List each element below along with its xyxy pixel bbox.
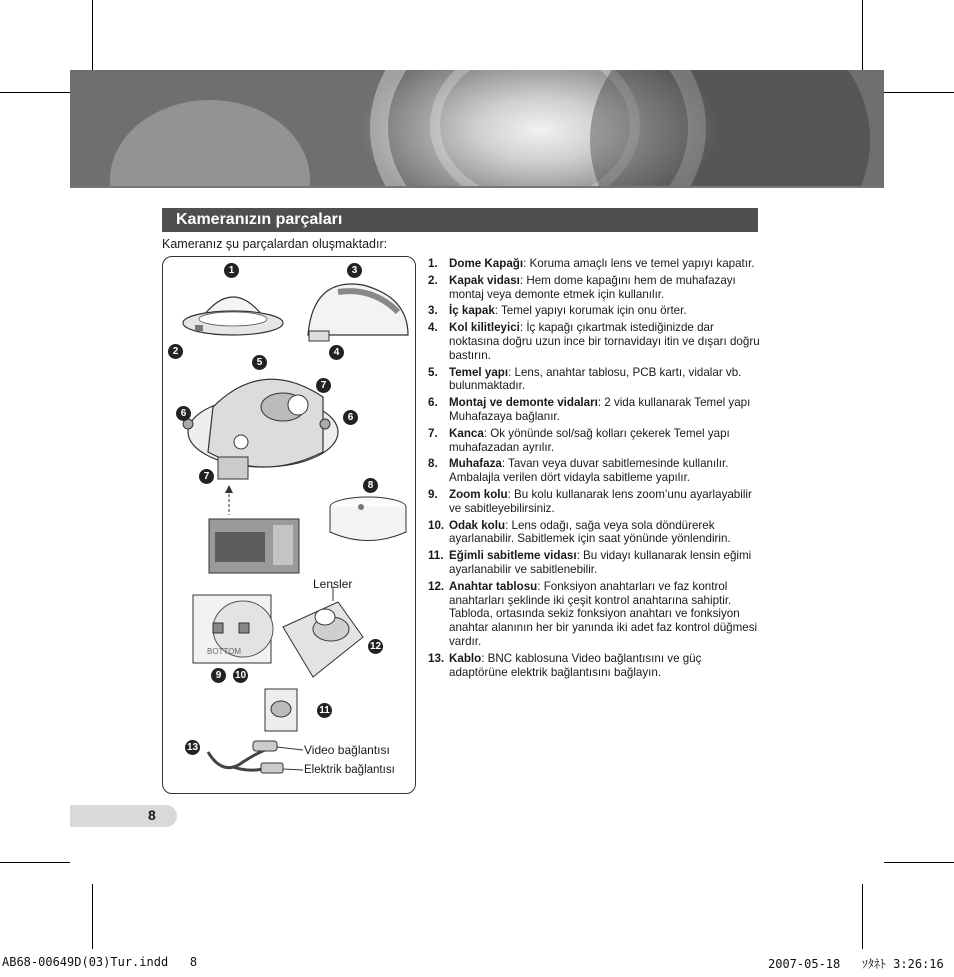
item-description: : 2 vida kullanarak Temel yapı Muhafazaya bağlanır. [449,396,751,423]
video-connection-label: Video bağlantısı [304,743,390,757]
parts-figure [162,256,416,794]
item-description: : İç kapağı çıkartmak istediğinizde dar noktasına doğru uzun ince bir tornavidayı itin ve dışarı doğru bastırın. [449,321,760,362]
lens-knobs-drawing [193,595,273,663]
item-term: Muhafaza [449,457,502,471]
lens-board-drawing [283,587,363,677]
item-number: 2. [428,273,438,287]
callout-6-right: 6 [343,410,358,425]
parts-list-item [428,580,760,649]
item-number: 3. [428,304,438,318]
parts-list-item [428,488,760,516]
item-description: : Tavan veya duvar sabitlemesinde kullanılır. Ambalajla verilen dört vidayla sabitleme yapılır. [449,457,729,485]
item-number: 5. [428,365,438,379]
crop-mark [0,862,70,863]
section-title-bar [162,208,758,232]
item-description: : Bu vidayı kullanarak lensin eğimi ayarlanabilir ve sabitlenebilir. [449,549,752,576]
camera-parts-illustration [163,257,415,793]
parts-list-item [428,396,760,424]
parts-list-item [428,304,760,318]
item-number: 11. [428,549,444,563]
cable-drawing [208,741,303,773]
callout-12: 12 [369,641,382,652]
crop-mark [92,0,93,70]
footer-timestamp: 2007-05-18 ｿﾀﾈﾄ 3:26:16 [768,957,944,971]
page-number: 8 [148,807,156,823]
crop-mark [0,92,70,93]
parts-list-item [428,321,760,362]
header-lens-photo [70,70,884,186]
callout-9: 9 [211,668,226,683]
item-term: Zoom kolu [449,487,508,501]
item-number: 4. [428,321,438,335]
crop-mark [862,884,863,949]
item-term: Montaj ve demonte vidaları [449,396,598,410]
item-description: : Hem dome kapağını hem de muhafazayı montaj veya demonte etmek için kullanılır. [449,273,736,301]
callout-13: 13 [186,742,199,753]
bottom-label: BOTTOM [207,647,242,656]
callout-4: 4 [329,345,344,360]
item-number: 1. [428,257,438,270]
item-description: : Fonksiyon anahtarları ve faz kontrol anahtarları şeklinde iki çeşit kontrol anahtarına sahiptir. Tabloda, ortasında sekiz fonksiyon anahtarı ve fonksiyon anahtar alanının her bir yanında iki adet faz kontrol düğmesi vardır. [449,579,758,648]
parts-list-item [428,549,760,577]
crop-mark [884,862,954,863]
item-number: 6. [428,396,438,410]
callout-8: 8 [363,478,378,493]
section-title: Kameranızın parçaları [176,211,343,228]
crop-mark [884,92,954,93]
item-description: : Koruma amaçlı lens ve temel yapıyı kapatır. [523,257,755,270]
dome-cover-drawing [183,297,283,335]
item-term: Kablo [449,651,482,665]
parts-list [428,257,760,682]
item-term: Anahtar tablosu [449,579,538,593]
callout-1: 1 [224,263,239,278]
item-term: Odak kolu [449,518,506,532]
callout-10: 10 [234,670,247,681]
item-description: : Bu kolu kullanarak lens zoom’unu ayarlayabilir ve sabitleyebilirsiniz. [449,487,752,515]
housing-drawing [330,497,406,541]
parts-list-item [428,457,760,485]
item-term: Kol kilitleyici [449,321,520,335]
callout-2: 2 [168,344,183,359]
footer-file-info: AB68-00649D(03)Tur.indd 8 [2,955,198,969]
item-description: : Lens, anahtar tablosu, PCB kartı, vidalar vb. bulunmaktadır. [449,365,742,393]
crop-mark [862,0,863,70]
item-term: Temel yapı [449,365,509,379]
parts-list-item [428,257,760,271]
inner-cover-drawing [308,284,408,341]
lensler-label: Lensler [313,577,353,591]
parts-list-item [428,652,760,680]
item-description: : Ok yönünde sol/sağ kolları çekerek Temel yapı muhafazadan ayrılır. [449,426,730,454]
item-term: Kanca [449,426,484,440]
item-term: Dome Kapağı [449,257,524,270]
callout-6-left: 6 [176,406,191,421]
main-body-drawing [183,379,338,515]
parts-list-item [428,274,760,302]
item-number: 7. [428,426,438,440]
item-number: 13. [428,651,445,665]
item-number: 8. [428,457,438,471]
item-description: : BNC kablosuna Video bağlantısını ve güç adaptörüne elektrik bağlantısını bağlayın. [449,651,702,679]
item-description: : Temel yapıyı korumak için onu örter. [494,304,687,318]
callout-11: 11 [317,703,332,718]
item-description: : Lens odağı, sağa veya sola döndürerek ayarlanabilir. Sabitlemek için saat yönünde yönlendirin. [449,518,731,546]
crop-mark [92,884,93,949]
callout-5: 5 [252,355,267,370]
item-number: 10. [428,518,445,532]
power-connection-label: Elektrik bağlantısı [304,764,395,776]
page-number-tab [70,805,177,827]
item-number: 9. [428,487,438,501]
item-term: İç kapak [449,304,495,318]
parts-list-item [428,427,760,455]
callout-3: 3 [347,263,362,278]
callout-7-top: 7 [316,378,331,393]
parts-list-item [428,366,760,394]
intro-text: Kameranız şu parçalardan oluşmaktadır: [162,237,388,251]
header-divider [70,186,884,188]
item-term: Eğimli sabitleme vidası [449,549,577,563]
item-term: Kapak vidası [449,273,520,287]
callout-7-bottom: 7 [199,469,214,484]
item-number: 12. [428,579,445,593]
parts-list-item [428,519,760,547]
